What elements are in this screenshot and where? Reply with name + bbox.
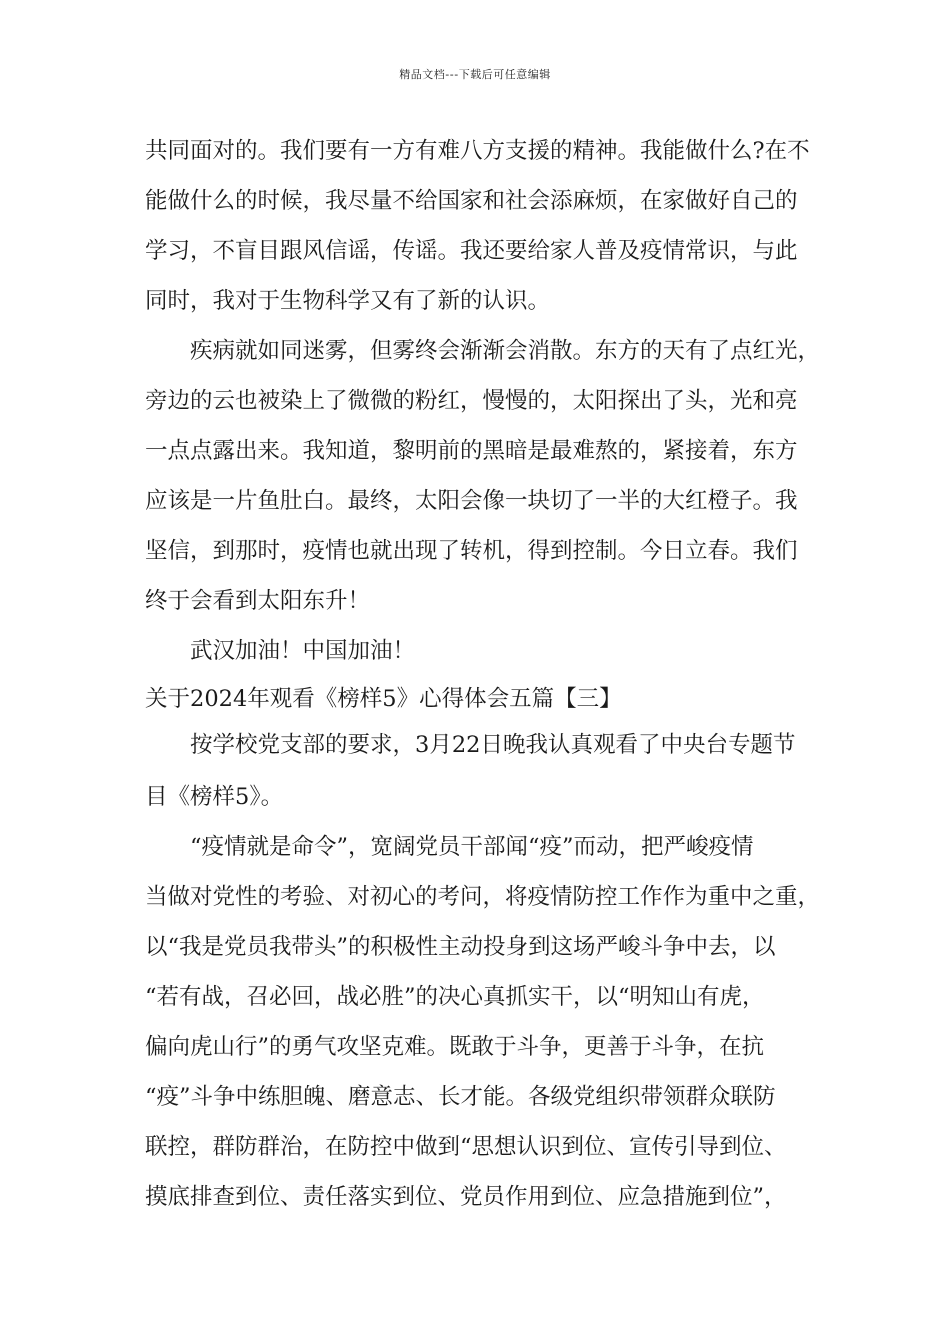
- text-line: 旁边的云也被染上了微微的粉红，慢慢的，太阳探出了头，光和亮: [145, 388, 798, 414]
- text-line: “若有战，召必回，战必胜”的决心真抓实干，以“明知山有虎，: [145, 984, 765, 1010]
- text-line: 联控，群防群治，在防控中做到“思想认识到位、宣传引导到位、: [145, 1134, 787, 1160]
- text-line: 同时，我对于生物科学又有了新的认识。: [145, 288, 551, 314]
- text-line: 一点点露出来。我知道，黎明前的黑暗是最难熬的，紧接着，东方: [145, 438, 798, 464]
- text-line: 能做什么的时候，我尽量不给国家和社会添麻烦，在家做好自己的: [145, 188, 798, 214]
- text-line: 应该是一片鱼肚白。最终，太阳会像一块切了一半的大红橙子。我: [145, 488, 798, 514]
- page-header: 精品文档---下载后可任意编辑: [399, 68, 551, 81]
- text-line: 当做对党性的考验、对初心的考问，将疫情防控工作作为重中之重，: [145, 884, 821, 910]
- text-line: 学习，不盲目跟风信谣，传谣。我还要给家人普及疫情常识，与此: [145, 238, 798, 264]
- text-line: “疫情就是命令”，宽阔党员干部闻“疫”而动，把严峻疫情: [145, 834, 754, 860]
- text-line: 疾病就如同迷雾，但雾终会渐渐会消散。东方的天有了点红光，: [145, 338, 821, 364]
- text-line: 以“我是党员我带头”的积极性主动投身到这场严峻斗争中去，以: [145, 934, 776, 960]
- document-body: [145, 132, 821, 1228]
- text-line: 按学校党支部的要求，3月22日晚我认真观看了中央台专题节: [145, 732, 796, 758]
- text-line: 目《榜样5》。: [145, 784, 284, 810]
- text-line: 坚信，到那时，疫情也就出现了转机，得到控制。今日立春。我们: [145, 538, 798, 564]
- text-line: 终于会看到太阳东升！: [145, 588, 371, 614]
- text-line: “疫”斗争中练胆魄、磨意志、长才能。各级党组织带领群众联防: [145, 1084, 776, 1110]
- text-line: 摸底排查到位、责任落实到位、党员作用到位、应急措施到位”，: [145, 1184, 787, 1210]
- text-line: 共同面对的。我们要有一方有难八方支援的精神。我能做什么?在不: [145, 138, 810, 164]
- section-heading: 关于2024年观看《榜样5》心得体会五篇【三】: [145, 686, 622, 712]
- text-line: 偏向虎山行”的勇气攻坚克难。既敢于斗争，更善于斗争，在抗: [145, 1034, 765, 1060]
- text-line: 武汉加油！中国加油！: [145, 638, 416, 664]
